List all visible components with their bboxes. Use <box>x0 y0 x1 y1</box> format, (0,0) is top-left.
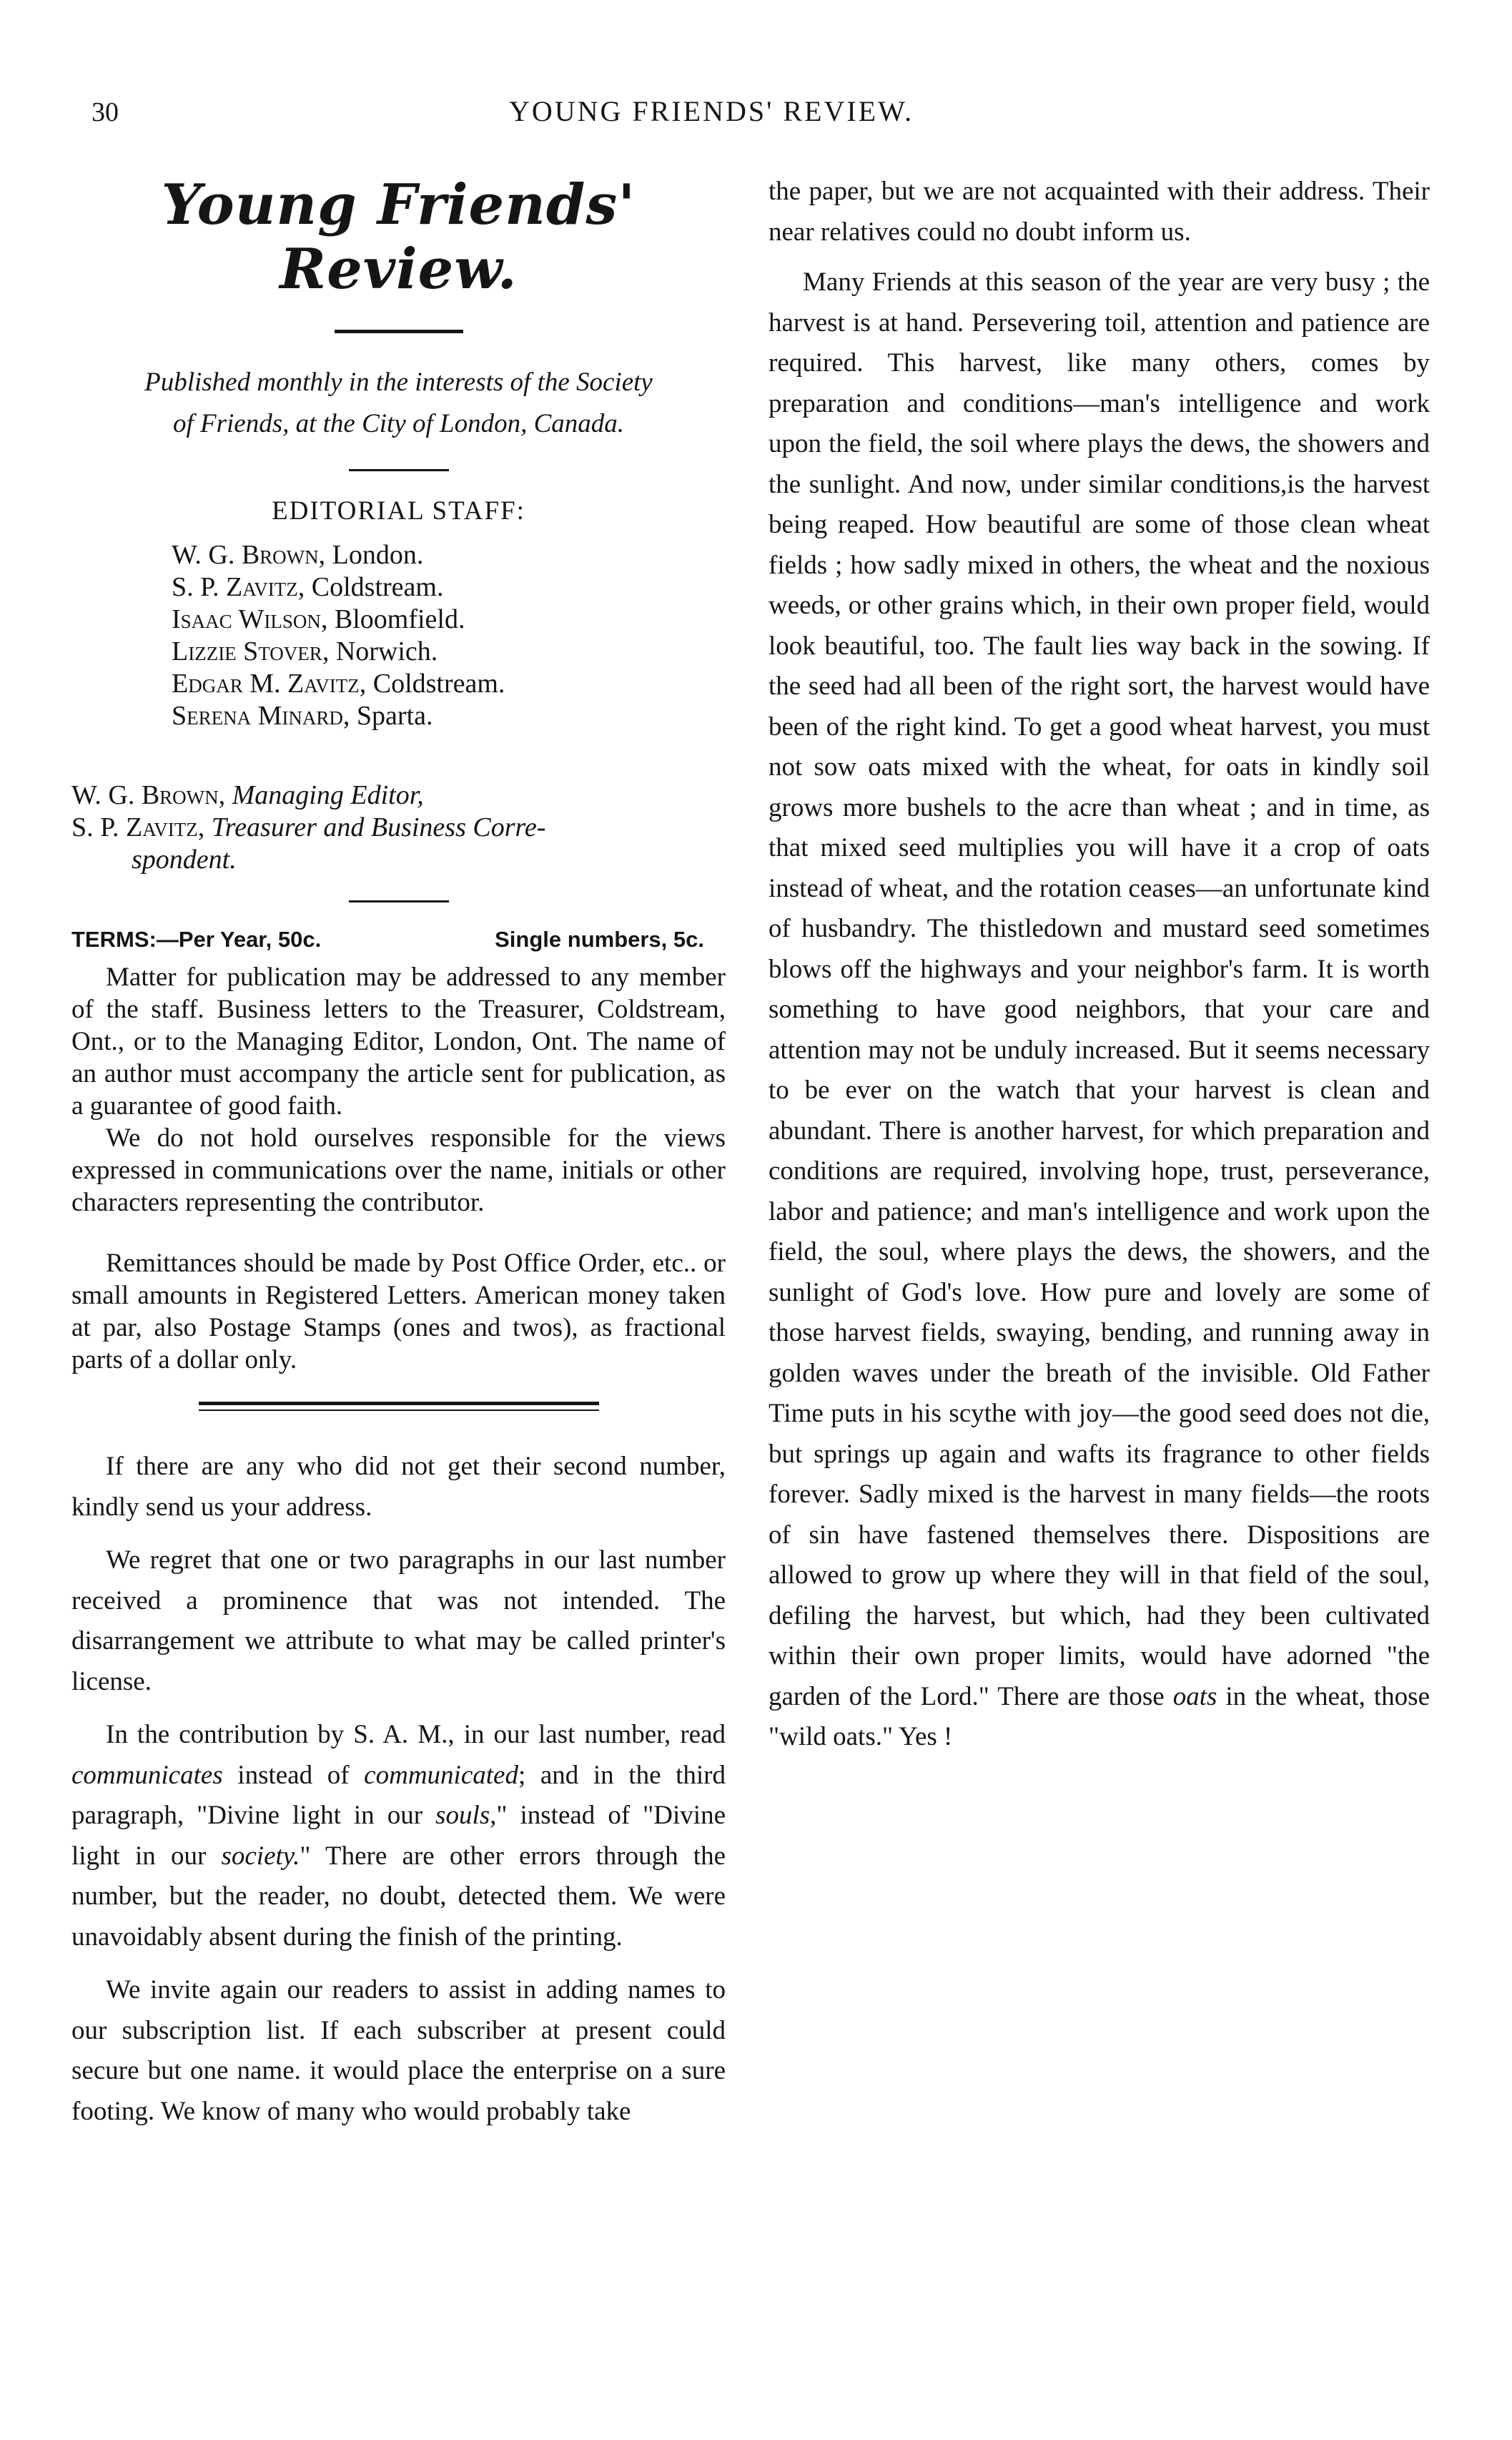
editors-block <box>71 779 726 876</box>
masthead-rule <box>335 330 463 333</box>
editorial-staff-heading: EDITORIAL STAFF: <box>272 496 525 526</box>
editorial-paragraph-2: We regret that one or two paragraphs in our last number received a prominence that was not intended. The disarrangement we attribute to what may be called printer's license. <box>71 1545 726 1696</box>
publication-line-2: of Friends, at the City of London, Canada. <box>172 409 625 439</box>
right-column <box>769 172 1430 1768</box>
staff-member: Serena Minard, Sparta. <box>172 701 433 732</box>
editorial-paragraph-1: If there are any who did not get their second number, kindly send us your address. <box>71 1452 726 1522</box>
publication-rule <box>349 469 449 471</box>
masthead-title: Young Friends' Review. <box>161 172 636 302</box>
treasurer-line: S. P. Zavitz, Treasurer and Business Corre- <box>71 812 546 843</box>
managing-editor-line: W. G. Brown, Managing Editor, <box>71 780 424 811</box>
staff-member: Lizzie Stover, Norwich. <box>172 636 438 667</box>
terms-label: TERMS:—Per Year, 50c. <box>71 927 322 953</box>
terms-single: Single numbers, 5c. <box>495 927 704 953</box>
staff-member: Edgar M. Zavitz, Coldstream. <box>172 669 505 699</box>
staff-member: Isaac Wilson, Bloomfield. <box>172 604 465 635</box>
page-number: 30 <box>92 97 119 127</box>
right-paragraph-2: Many Friends at this season of the year are very busy ; the harvest is at hand. Persevering toil, attention and patience are required. This harvest, like many others, comes by preparation and conditions—man's intelligence and work upon the field, the soil where plays the dews, the showers and the sunlight. And now, under similar conditions,is the harvest being reaped. How beautiful are some of those clean wheat fields ; how sadly mixed in others, the wheat and the noxious weeds, or other grains which, in their own proper field, would look beautiful, too. The fault lies way back in the sowing. If the seed had all been of the right sort, the harvest would have been of the right kind. To get a good wheat harvest, you must not sow oats mixed with the wheat, for oats in kindly soil grows more bushels to the acre than wheat ; and in time, as that mixed seed multiplies you will have it a crop of oats instead of wheat, and the rotation ceases—an unfortunate kind of husbandry. The thistledown and mustard seed sometimes blows off the highways and your neighbor's farm. It is worth something to have good neighbors, that your care and attention may not be unduly increased. But it seems necessary to be ever on the watch that your harvest is clean and abundant. There is another harvest, for which preparation and conditions are required, involving hope, trust, perseverance, labor and patience; and man's intelligence and work upon the field, the soul, where plays the dews, the showers, and the sunlight of God's love. How pure and lovely are some of those harvest fields, swaying, bending, and running away in golden waves under the breath of the invisible. Old Father Time puts in his scythe with joy—the good seed does not die, but springs up again and wafts its fragrance to other fields forever. Sadly mixed is the harvest in many fields—the roots of sin have fastened themselves there. Dispositions are allowed to grow up where they will in that field of the soul, defiling the harvest, but which, had they been cultivated within their own proper limits, would have adorned "the garden of the Lord." There are those oats in the wheat, those "wild oats." Yes ! <box>769 267 1430 1751</box>
staff-member: W. G. Brown, London. <box>172 540 424 571</box>
terms-line <box>71 927 726 953</box>
publication-line-1: Published monthly in the interests of the Society <box>144 368 653 398</box>
notice-remittances: Remittances should be made by Post Office Order, etc.. or small amounts in Registered Letters. American money taken at par, also Postage Stamps (ones and twos), as fractional parts of a dollar only. <box>71 1249 726 1375</box>
editors-rule <box>349 900 449 902</box>
running-head: YOUNG FRIENDS' REVIEW. <box>509 95 914 127</box>
notice-matter: Matter for publication may be addressed to any member of the staff. Business letters to the Treasurer, Coldstream, Ont., or to the Managing Editor, London, Ont. The name of an author must accompany the article sent for publication, as a guarantee of good faith. <box>71 963 726 1121</box>
editorial-paragraph-4: We invite again our readers to assist in adding names to our subscription list. If each subscriber at present could secure but one name. it would place the enterprise on a sure footing. We know of many who would probably take <box>71 1975 726 2126</box>
editorial-paragraph-3: In the contribution by S. A. M., in our last number, read communicates instead of communicated; and in the third paragraph, "Divine light in our souls," instead of "Divine light in our society." There are other errors through the number, but the reader, no doubt, detected them. We were unavoidably absent during the finish of the printing. <box>71 1720 726 1952</box>
editorial-staff-list <box>172 539 726 732</box>
right-paragraph-1: the paper, but we are not acquainted with their address. Their near relatives could no doubt inform us. <box>769 177 1430 247</box>
left-column <box>71 157 726 2145</box>
section-double-rule <box>199 1402 599 1411</box>
notice-responsibility: We do not hold ourselves responsible for the views expressed in communications over the name, initials or other characters representing the contributor. <box>71 1123 726 1218</box>
treasurer-line-cont: spondent. <box>132 845 237 875</box>
staff-member: S. P. Zavitz, Coldstream. <box>172 572 444 603</box>
